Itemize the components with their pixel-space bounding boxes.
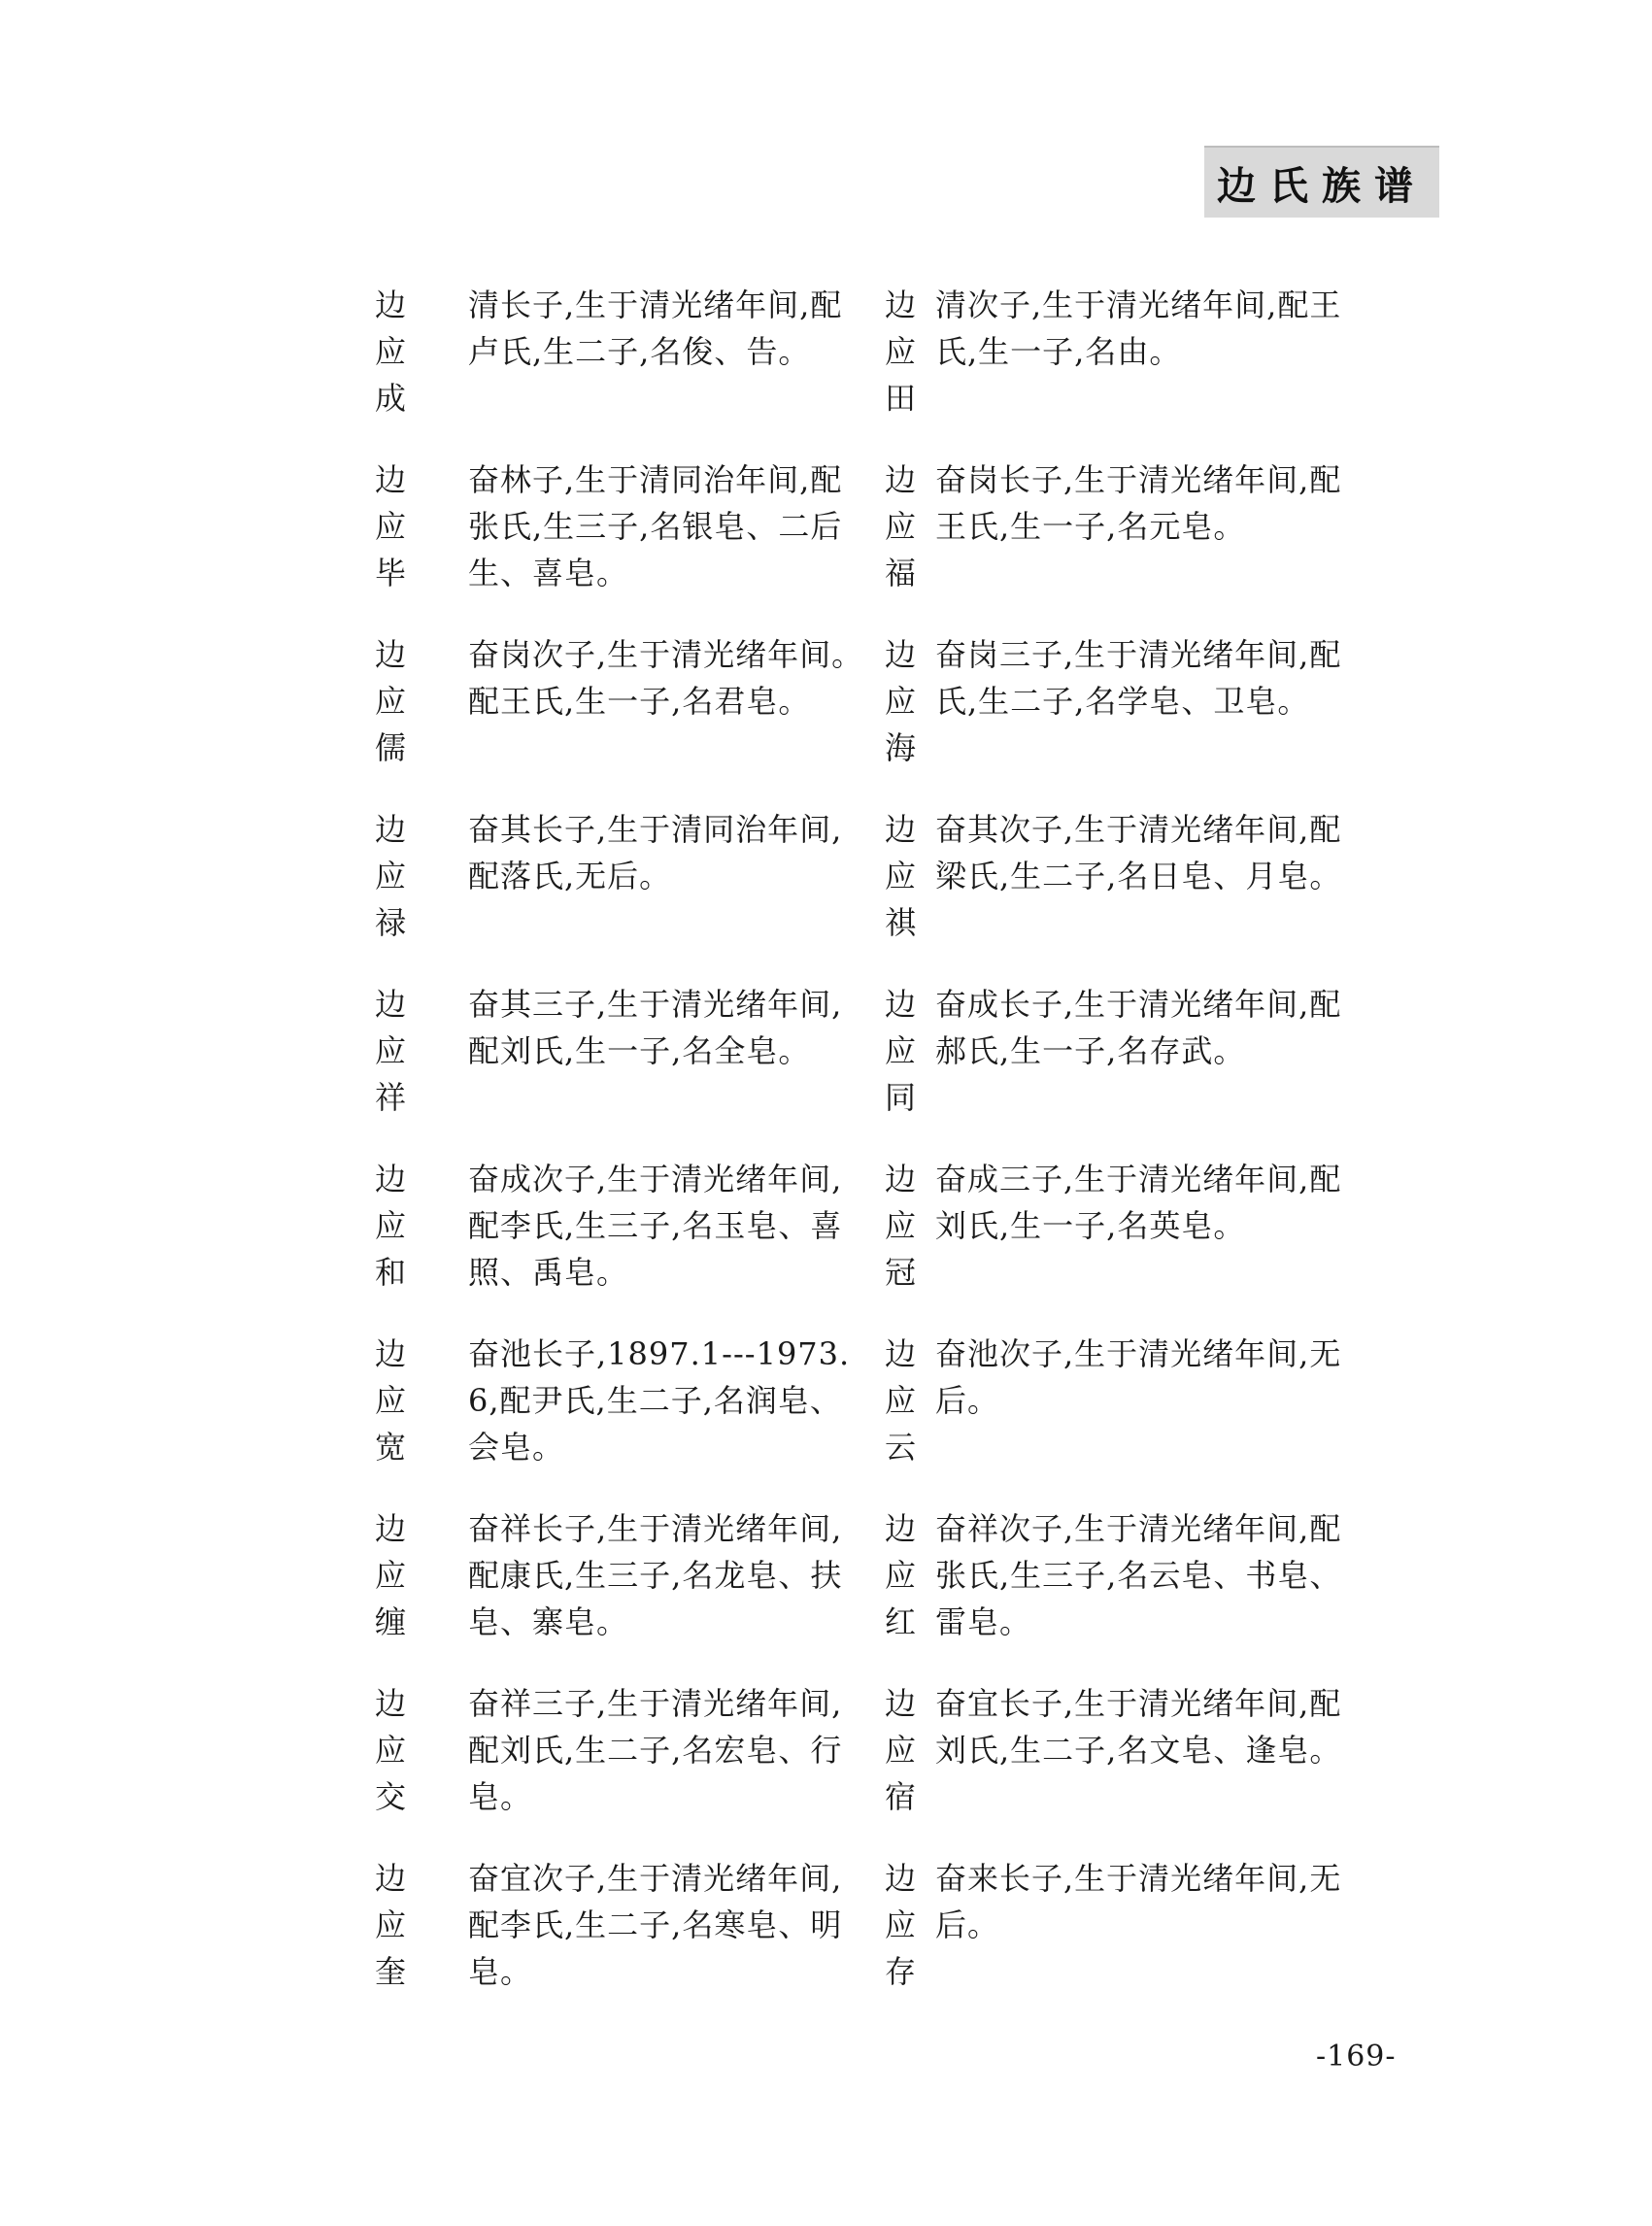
name-character: 缠 bbox=[374, 1603, 406, 1640]
person-name bbox=[879, 1156, 922, 1296]
person-description: 奋林子,生于清同治年间,配张氏,生三子,名银皂、二后生、喜皂。 bbox=[468, 461, 843, 591]
name-character: 应 bbox=[884, 1032, 916, 1069]
page-number: -169- bbox=[1316, 2040, 1397, 2074]
person-name bbox=[369, 282, 412, 422]
page-title: 边氏族谱 bbox=[1217, 162, 1427, 209]
person-name bbox=[879, 282, 922, 422]
name-character: 边 bbox=[884, 461, 916, 498]
person-name bbox=[879, 1505, 922, 1645]
genealogy-entry bbox=[879, 981, 1447, 1156]
name-character: 应 bbox=[374, 1207, 406, 1244]
name-character: 应 bbox=[884, 1382, 916, 1419]
genealogy-entry bbox=[369, 1156, 879, 1331]
genealogy-entry bbox=[369, 981, 879, 1156]
name-character: 边 bbox=[374, 1685, 406, 1722]
name-character: 祥 bbox=[374, 1079, 406, 1116]
name-character: 边 bbox=[884, 1161, 916, 1197]
genealogy-entry bbox=[879, 1331, 1447, 1505]
person-description: 清次子,生于清光绪年间,配王氏,生一子,名由。 bbox=[935, 287, 1342, 370]
name-character: 边 bbox=[884, 1685, 916, 1722]
genealogy-entries bbox=[369, 282, 1447, 2030]
person-name bbox=[369, 1680, 412, 1820]
name-character: 和 bbox=[374, 1254, 406, 1291]
person-name bbox=[369, 1331, 412, 1470]
person-description: 奋池次子,生于清光绪年间,无后。 bbox=[935, 1335, 1342, 1419]
name-character: 儒 bbox=[374, 729, 406, 766]
person-name bbox=[369, 1855, 412, 1995]
person-description: 奋祥三子,生于清光绪年间,配刘氏,生二子,名宏皂、行皂。 bbox=[468, 1685, 843, 1815]
name-character: 边 bbox=[884, 1860, 916, 1897]
name-character: 应 bbox=[884, 858, 916, 894]
name-character: 应 bbox=[884, 1207, 916, 1244]
name-character: 应 bbox=[374, 683, 406, 720]
genealogy-entry bbox=[879, 282, 1447, 456]
name-character: 云 bbox=[884, 1429, 916, 1466]
name-character: 成 bbox=[374, 380, 406, 417]
name-character: 应 bbox=[884, 333, 916, 370]
person-name bbox=[879, 1855, 922, 1995]
person-description: 奋成次子,生于清光绪年间,配李氏,生三子,名玉皂、喜照、禹皂。 bbox=[468, 1161, 843, 1291]
person-name bbox=[369, 1505, 412, 1645]
person-description: 奋岗长子,生于清光绪年间,配王氏,生一子,名元皂。 bbox=[935, 461, 1342, 545]
name-character: 边 bbox=[884, 986, 916, 1023]
person-name bbox=[879, 1331, 922, 1470]
name-character: 应 bbox=[374, 1557, 406, 1594]
person-name bbox=[369, 806, 412, 946]
genealogy-entry bbox=[879, 456, 1447, 631]
name-character: 边 bbox=[374, 287, 406, 323]
genealogy-entry bbox=[369, 282, 879, 456]
genealogy-entry bbox=[369, 1331, 879, 1505]
name-character: 禄 bbox=[374, 904, 406, 941]
name-character: 边 bbox=[374, 1510, 406, 1547]
person-name bbox=[879, 456, 922, 596]
name-character: 边 bbox=[884, 287, 916, 323]
person-name bbox=[369, 1156, 412, 1296]
name-character: 应 bbox=[884, 1906, 916, 1943]
name-character: 毕 bbox=[374, 555, 406, 591]
name-character: 海 bbox=[884, 729, 916, 766]
genealogy-entry bbox=[879, 1680, 1447, 1855]
genealogy-entry bbox=[369, 1680, 879, 1855]
person-description: 奋其三子,生于清光绪年间,配刘氏,生一子,名全皂。 bbox=[468, 986, 843, 1069]
genealogy-entry bbox=[879, 806, 1447, 981]
name-character: 应 bbox=[374, 1032, 406, 1069]
person-description: 奋其长子,生于清同治年间,配落氏,无后。 bbox=[468, 811, 843, 894]
name-character: 应 bbox=[884, 1732, 916, 1769]
name-character: 田 bbox=[884, 380, 916, 417]
person-name bbox=[879, 806, 922, 946]
person-description: 奋来长子,生于清光绪年间,无后。 bbox=[935, 1860, 1342, 1943]
name-character: 应 bbox=[374, 858, 406, 894]
name-character: 边 bbox=[374, 1335, 406, 1372]
name-character: 同 bbox=[884, 1079, 916, 1116]
genealogy-entry bbox=[879, 1855, 1447, 2030]
name-character: 边 bbox=[884, 811, 916, 848]
person-description: 清长子,生于清光绪年间,配卢氏,生二子,名俊、告。 bbox=[468, 287, 843, 370]
name-character: 应 bbox=[884, 508, 916, 545]
genealogy-entry bbox=[369, 456, 879, 631]
name-character: 边 bbox=[884, 1510, 916, 1547]
name-character: 存 bbox=[884, 1953, 916, 1990]
person-description: 奋祥长子,生于清光绪年间,配康氏,生三子,名龙皂、扶皂、寨皂。 bbox=[468, 1510, 843, 1640]
name-character: 应 bbox=[374, 1732, 406, 1769]
person-description: 奋成三子,生于清光绪年间,配刘氏,生一子,名英皂。 bbox=[935, 1161, 1342, 1244]
name-character: 边 bbox=[884, 1335, 916, 1372]
person-description: 奋岗次子,生于清光绪年间。配王氏,生一子,名君皂。 bbox=[468, 636, 864, 720]
name-character: 边 bbox=[374, 986, 406, 1023]
name-character: 应 bbox=[374, 1382, 406, 1419]
person-name bbox=[879, 1680, 922, 1820]
person-description: 奋宜次子,生于清光绪年间,配李氏,生二子,名寒皂、明皂。 bbox=[468, 1860, 843, 1990]
person-name bbox=[369, 981, 412, 1121]
name-character: 应 bbox=[374, 1906, 406, 1943]
name-character: 边 bbox=[374, 636, 406, 673]
genealogy-entry bbox=[369, 806, 879, 981]
name-character: 应 bbox=[374, 508, 406, 545]
person-description: 奋池长子,1897.1---1973.6,配尹氏,生二子,名润皂、会皂。 bbox=[468, 1335, 851, 1466]
genealogy-entry bbox=[369, 1855, 879, 2030]
name-character: 边 bbox=[374, 461, 406, 498]
person-name bbox=[879, 631, 922, 771]
person-description: 奋祥次子,生于清光绪年间,配张氏,生三子,名云皂、书皂、雷皂。 bbox=[935, 1510, 1342, 1640]
person-description: 奋其次子,生于清光绪年间,配梁氏,生二子,名日皂、月皂。 bbox=[935, 811, 1342, 894]
person-name bbox=[879, 981, 922, 1121]
person-name bbox=[369, 456, 412, 596]
name-character: 奎 bbox=[374, 1953, 406, 1990]
genealogy-entry bbox=[369, 1505, 879, 1680]
name-character: 应 bbox=[374, 333, 406, 370]
header-title-box bbox=[1204, 146, 1439, 218]
genealogy-entry bbox=[879, 1505, 1447, 1680]
name-character: 边 bbox=[374, 1860, 406, 1897]
genealogy-entry bbox=[879, 1156, 1447, 1331]
name-character: 边 bbox=[884, 636, 916, 673]
name-character: 边 bbox=[374, 811, 406, 848]
name-character: 祺 bbox=[884, 904, 916, 941]
name-character: 应 bbox=[884, 1557, 916, 1594]
name-character: 红 bbox=[884, 1603, 916, 1640]
name-character: 应 bbox=[884, 683, 916, 720]
person-description: 奋岗三子,生于清光绪年间,配 氏,生二子,名学皂、卫皂。 bbox=[935, 636, 1342, 720]
person-description: 奋宜长子,生于清光绪年间,配刘氏,生二子,名文皂、逢皂。 bbox=[935, 1685, 1342, 1769]
name-character: 宿 bbox=[884, 1778, 916, 1815]
person-name bbox=[369, 631, 412, 771]
name-character: 冠 bbox=[884, 1254, 916, 1291]
name-character: 边 bbox=[374, 1161, 406, 1197]
person-description: 奋成长子,生于清光绪年间,配郝氏,生一子,名存武。 bbox=[935, 986, 1342, 1069]
genealogy-entry bbox=[369, 631, 879, 806]
name-character: 交 bbox=[374, 1778, 406, 1815]
name-character: 宽 bbox=[374, 1429, 406, 1466]
name-character: 福 bbox=[884, 555, 916, 591]
genealogy-entry bbox=[879, 631, 1447, 806]
